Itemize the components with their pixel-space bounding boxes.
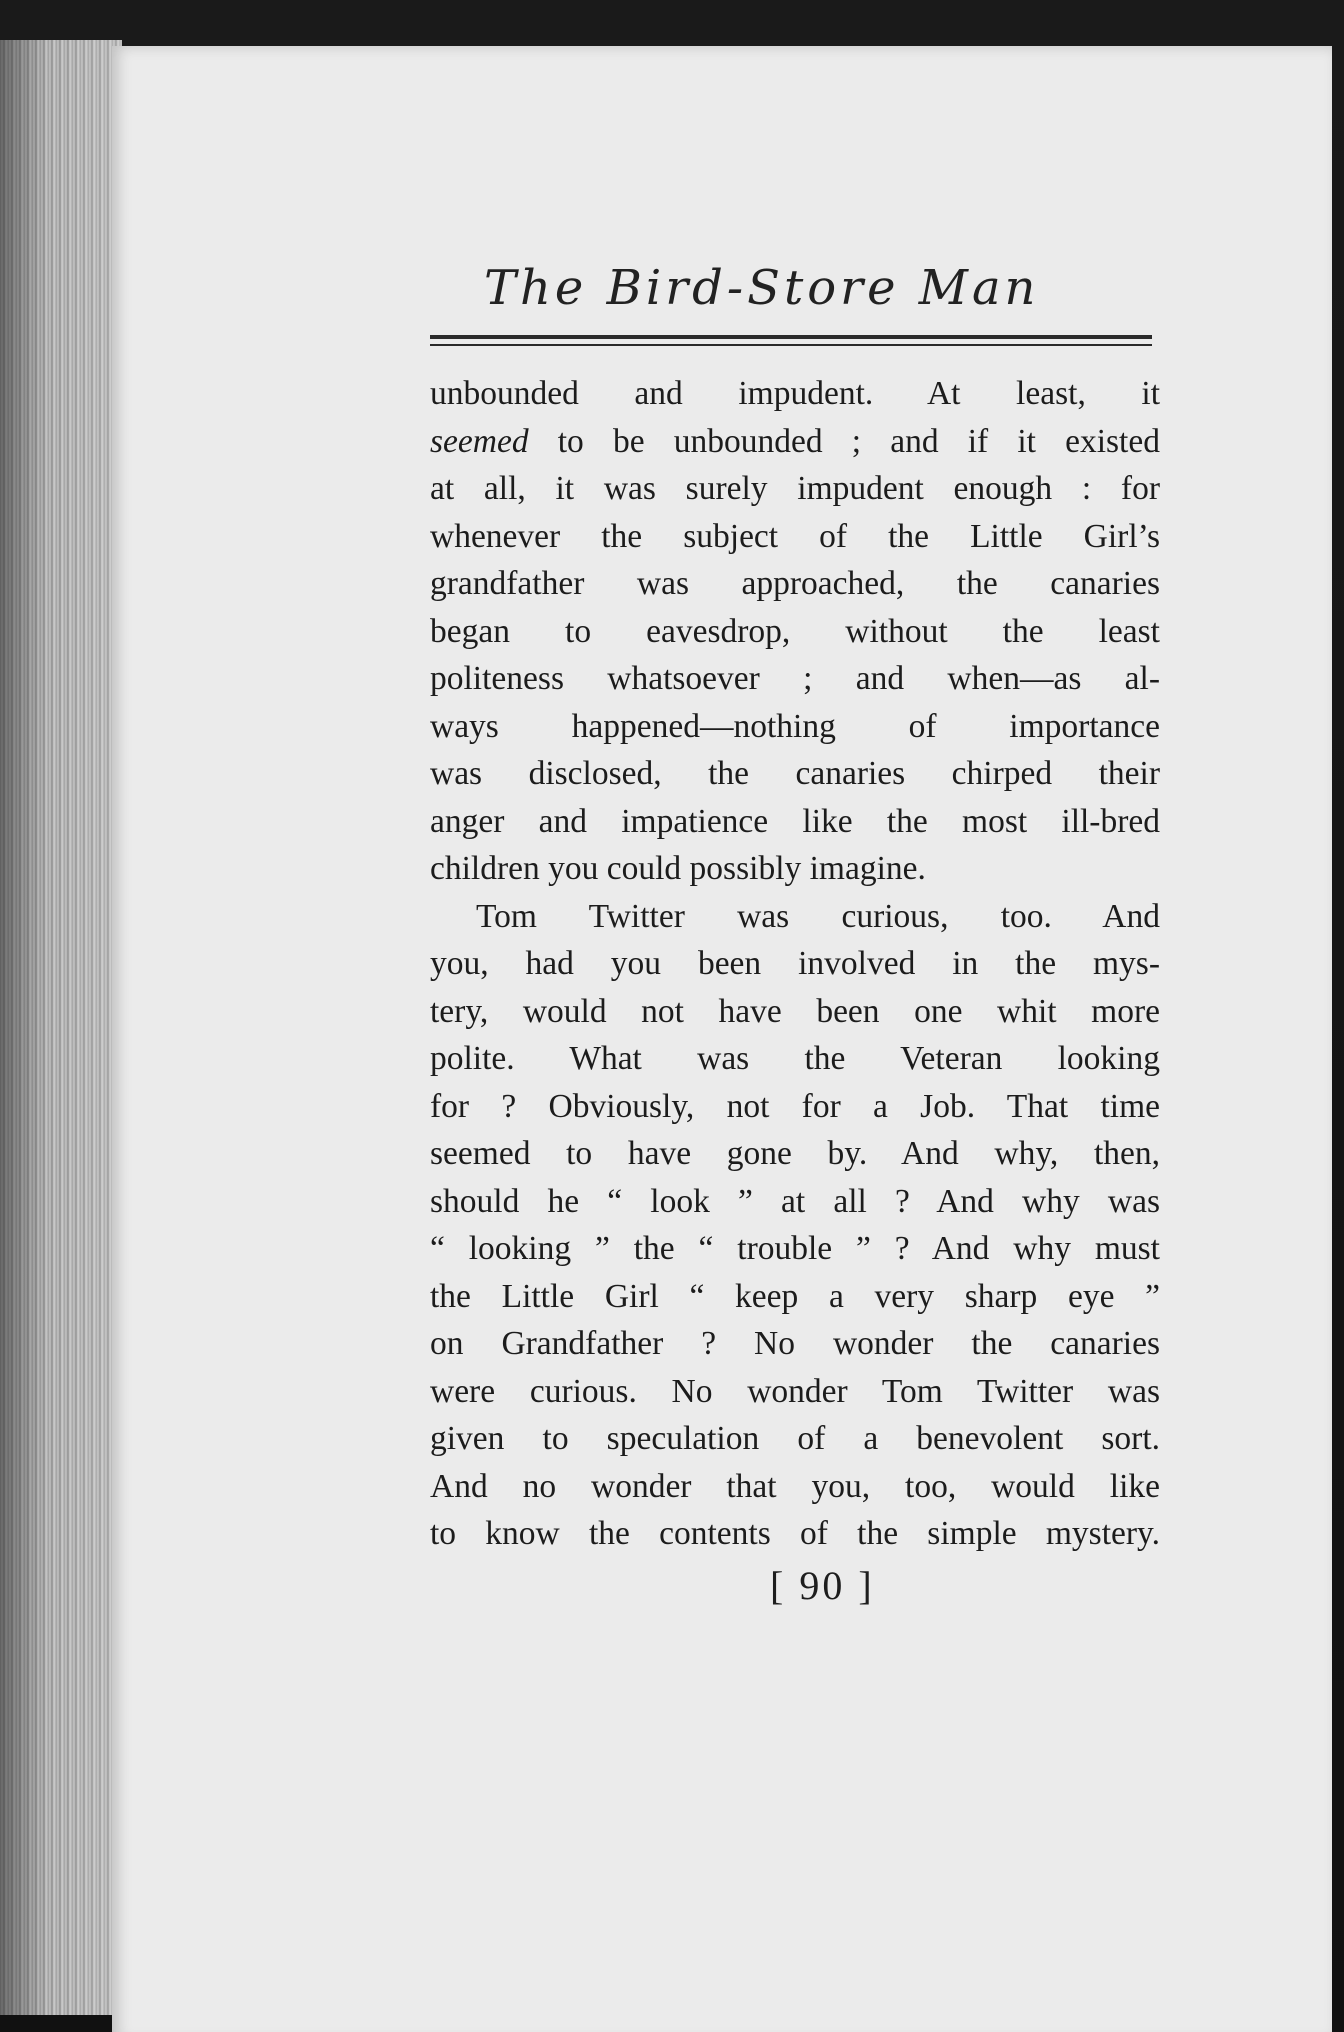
text-line: “ looking ” the “ trouble ” ? And why must xyxy=(430,1230,1160,1267)
paragraph-1 xyxy=(430,370,1160,893)
text-line: seemed to have gone by. And why, then, xyxy=(430,1135,1160,1172)
text-line: for ? Obviously, not for a Job. That time xyxy=(430,1087,1160,1125)
text-line: should he “ look ” at all ? And why was xyxy=(430,1182,1160,1220)
text-line xyxy=(430,418,1160,466)
text-line: were curious. No wonder Tom Twitter was xyxy=(430,1372,1160,1410)
thin-rule xyxy=(430,344,1152,346)
text-line: at all, it was surely impudent enough : for xyxy=(430,470,1160,507)
text-line: on Grandfather ? No wonder the canaries xyxy=(430,1325,1160,1362)
page-number: [ 90 ] xyxy=(770,1563,875,1608)
text-line: grandfather was approached, the canaries xyxy=(430,565,1160,602)
text-line: you, had you been involved in the mys- xyxy=(430,945,1160,982)
text-line: polite. What was the Veteran looking xyxy=(430,1040,1160,1077)
body-text xyxy=(430,370,1160,1558)
paragraph-2 xyxy=(430,893,1160,1558)
italic-word: seemed xyxy=(430,422,529,460)
text-line: politeness whatsoever ; and when—as al- xyxy=(430,660,1160,697)
text-span: to be unbounded ; and if it existed xyxy=(528,422,1160,460)
text-line: ways happened—nothing of importance xyxy=(430,707,1160,745)
text-line: children you could possibly imagine. xyxy=(430,850,926,887)
header-rule xyxy=(430,335,1152,346)
text-line: tery, would not have been one whit more xyxy=(430,992,1160,1030)
text-line: whenever the subject of the Little Girl’s xyxy=(430,517,1160,555)
text-line: the Little Girl “ keep a very sharp eye ” xyxy=(430,1277,1160,1315)
text-line: anger and impatience like the most ill-bred xyxy=(430,802,1160,840)
text-line: given to speculation of a benevolent sort. xyxy=(430,1420,1160,1457)
running-header: The Bird-Store Man xyxy=(484,260,1040,316)
text-line: began to eavesdrop, without the least xyxy=(430,612,1160,650)
text-line: was disclosed, the canaries chirped their xyxy=(430,755,1160,792)
text-line: to know the contents of the simple mystery. xyxy=(430,1515,1160,1552)
text-line: Tom Twitter was curious, too. And xyxy=(476,897,1160,935)
text-line: And no wonder that you, too, would like xyxy=(430,1467,1160,1505)
page-edges xyxy=(0,40,122,2015)
text-line: unbounded and impudent. At least, it xyxy=(430,375,1160,412)
